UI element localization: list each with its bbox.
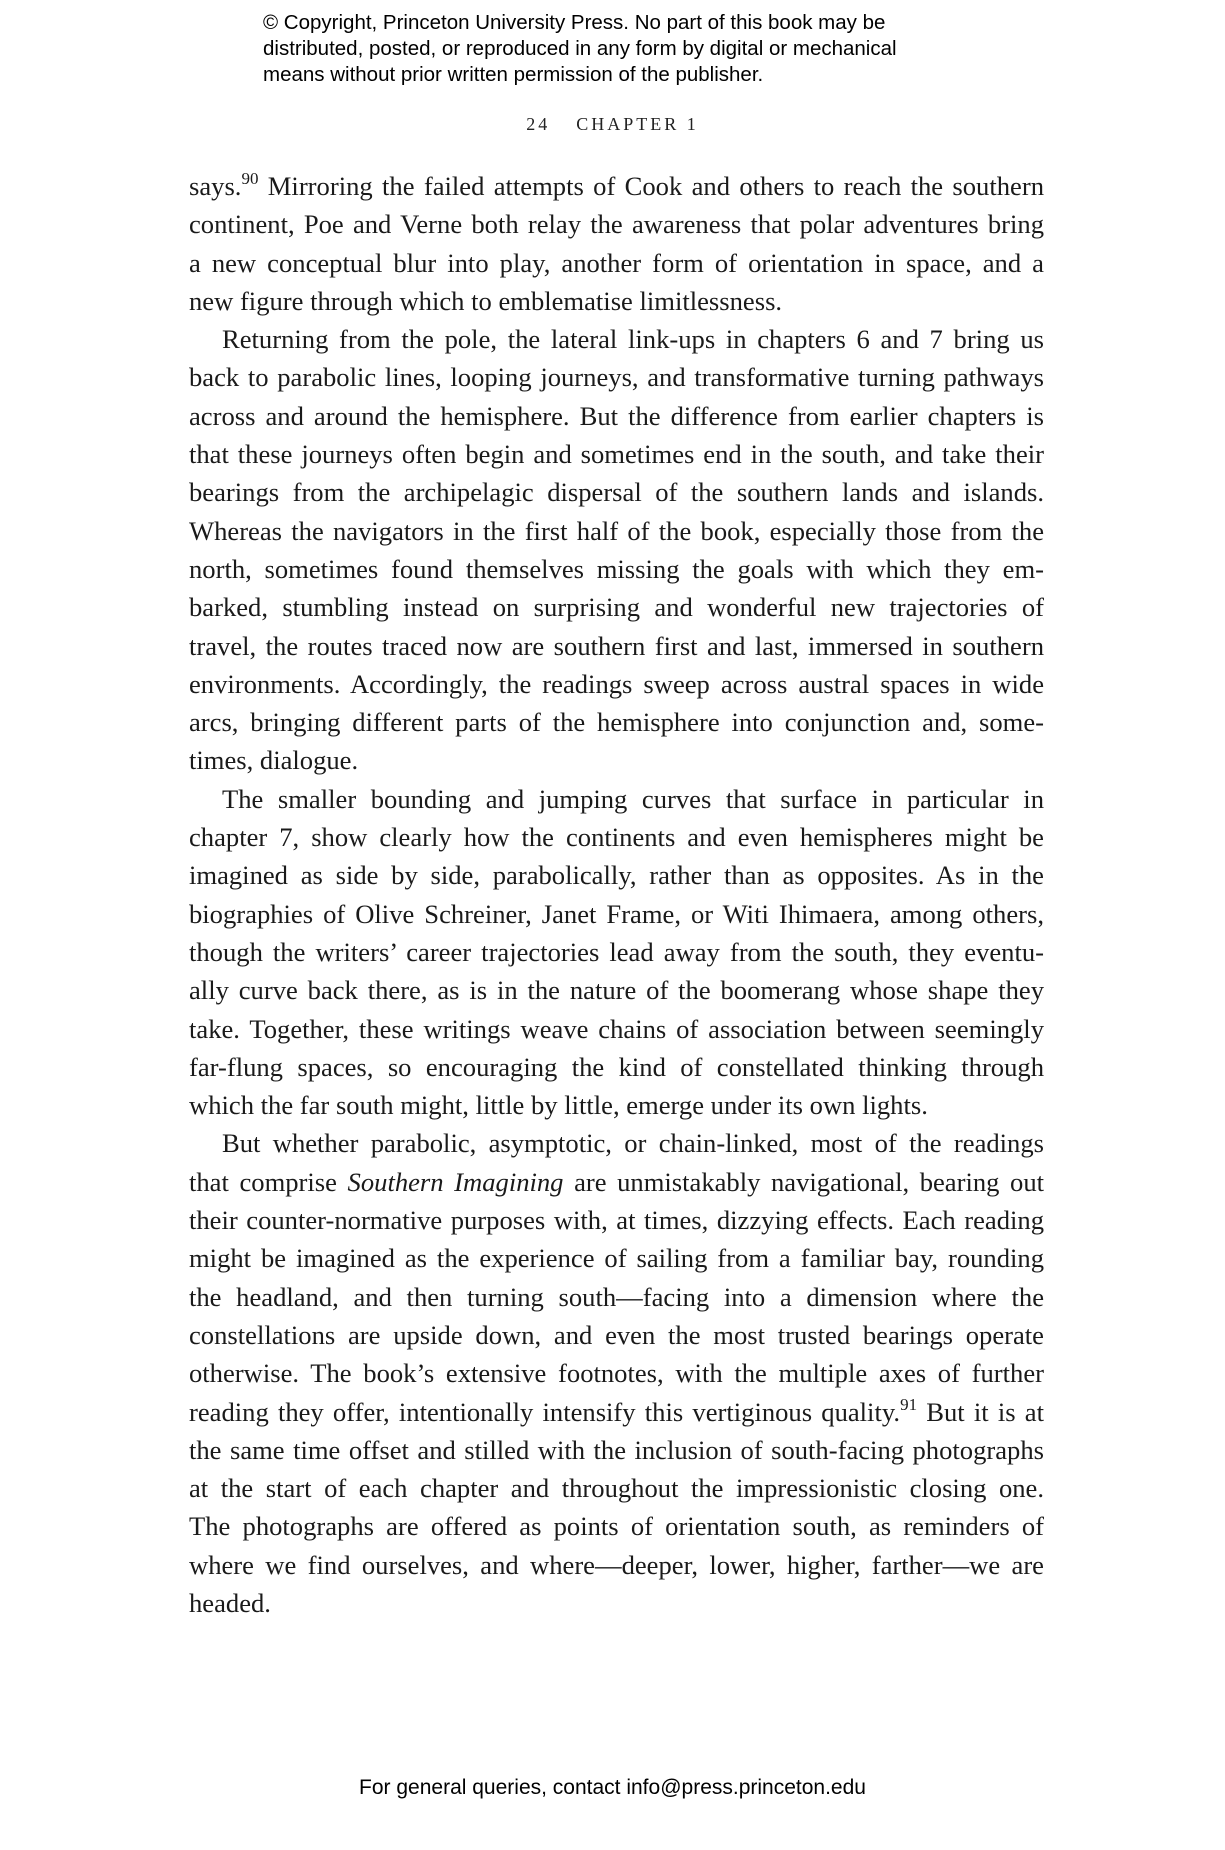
running-head bbox=[0, 114, 1225, 135]
text-line: Returning from the pole, the lateral link-ups in chapters 6 and 7 bring us bbox=[222, 324, 1044, 355]
paragraph-1 bbox=[189, 167, 1044, 320]
text-line: that these journeys often begin and sometimes end in the south, and take their bbox=[189, 439, 1044, 470]
text-line bbox=[189, 1393, 1044, 1431]
copyright-notice bbox=[263, 10, 1023, 88]
text-line: Whereas the navigators in the first half of the book, especially those from the bbox=[189, 515, 1044, 546]
text-line: might be imagined as the experience of sailing from a familiar bay, rounding bbox=[189, 1243, 1044, 1274]
text-line: biographies of Olive Schreiner, Janet Frame, or Witi Ihimaera, among others, bbox=[189, 898, 1044, 929]
text-line: take. Together, these writings weave chains of association between seemingly bbox=[189, 1013, 1044, 1044]
text-line: though the writers’ career trajectories lead away from the south, they eventu- bbox=[189, 936, 1044, 967]
text-line bbox=[189, 1163, 1044, 1201]
paragraph-4 bbox=[189, 1124, 1044, 1622]
footer-contact: For general queries, contact info@press.princeton.edu bbox=[359, 1776, 866, 1799]
text-line: But whether parabolic, asymptotic, or chain-linked, most of the readings bbox=[222, 1128, 1044, 1159]
text-fragment: But it is at bbox=[917, 1396, 1044, 1427]
text-line: at the start of each chapter and throughout the impressionistic closing one. bbox=[189, 1473, 1044, 1504]
text-line: across and around the hemisphere. But the difference from earlier chapters is bbox=[189, 400, 1044, 431]
footnote-marker[interactable]: 91 bbox=[900, 1394, 918, 1414]
text-line bbox=[189, 167, 1044, 205]
text-line: The photographs are offered as points of orientation south, as reminders of bbox=[189, 1511, 1044, 1542]
copyright-line: distributed, posted, or reproduced in any form by digital or mechanical bbox=[263, 37, 897, 60]
text-line: times, dialogue. bbox=[189, 745, 359, 776]
text-line: north, sometimes found themselves missing the goals with which they em- bbox=[189, 553, 1044, 584]
page-number: 24 bbox=[526, 114, 551, 134]
copyright-line: means without prior written permission of the publisher. bbox=[263, 63, 764, 86]
text-fragment: reading they offer, intentionally intensify this vertiginous quality. bbox=[189, 1396, 901, 1427]
text-line: travel, the routes traced now are southern first and last, immersed in southern bbox=[189, 630, 1044, 661]
text-fragment: says. bbox=[189, 171, 242, 201]
text-line: the same time offset and stilled with the inclusion of south-facing photographs bbox=[189, 1434, 1044, 1465]
text-line: arcs, bringing different parts of the hemisphere into conjunction and, some- bbox=[189, 707, 1044, 738]
text-line: headed. bbox=[189, 1587, 271, 1618]
text-line: chapter 7, show clearly how the continents and even hemispheres might be bbox=[189, 822, 1044, 853]
text-fragment: are unmistakably navigational, bearing out bbox=[563, 1166, 1045, 1197]
text-line: the headland, and then turning south—facing into a dimension where the bbox=[189, 1281, 1044, 1312]
text-fragment: Mirroring the failed attempts of Cook and others to reach the southern bbox=[258, 171, 1044, 201]
chapter-label: CHAPTER 1 bbox=[576, 114, 699, 134]
text-line: environments. Accordingly, the readings sweep across austral spaces in wide bbox=[189, 668, 1044, 699]
text-line: barked, stumbling instead on surprising and wonderful new trajectories of bbox=[189, 592, 1044, 623]
text-line: constellations are upside down, and even the most trusted bearings operate bbox=[189, 1319, 1044, 1350]
body-text bbox=[189, 167, 1044, 1622]
paragraph-3 bbox=[189, 780, 1044, 1125]
paragraph-2 bbox=[189, 320, 1044, 780]
book-title: Southern Imagining bbox=[347, 1166, 564, 1197]
text-line: otherwise. The book’s extensive footnotes, with the multiple axes of further bbox=[189, 1358, 1044, 1389]
text-line: The smaller bounding and jumping curves that surface in particular in bbox=[222, 783, 1044, 814]
text-line: where we find ourselves, and where—deeper, lower, higher, farther—we are bbox=[189, 1549, 1044, 1580]
text-line: ally curve back there, as is in the nature of the boomerang whose shape they bbox=[189, 975, 1044, 1006]
text-fragment: that comprise bbox=[189, 1166, 348, 1197]
text-line: their counter-normative purposes with, at times, dizzying effects. Each reading bbox=[189, 1205, 1044, 1236]
copyright-line: © Copyright, Princeton University Press. No part of this book may be bbox=[263, 11, 886, 34]
text-line: new figure through which to emblematise limitlessness. bbox=[189, 285, 783, 316]
text-line: continent, Poe and Verne both relay the awareness that polar adventures bring bbox=[189, 209, 1044, 240]
text-line: which the far south might, little by little, emerge under its own lights. bbox=[189, 1090, 928, 1121]
text-line: bearings from the archipelagic dispersal of the southern lands and islands. bbox=[189, 477, 1044, 508]
text-line: back to parabolic lines, looping journeys, and transformative turning pathways bbox=[189, 362, 1044, 393]
text-line: imagined as side by side, parabolically, rather than as opposites. As in the bbox=[189, 860, 1044, 891]
text-line: a new conceptual blur into play, another form of orientation in space, and a bbox=[189, 247, 1044, 278]
text-line: far-flung spaces, so encouraging the kind of constellated thinking through bbox=[189, 1051, 1044, 1082]
footnote-marker[interactable]: 90 bbox=[241, 169, 259, 188]
